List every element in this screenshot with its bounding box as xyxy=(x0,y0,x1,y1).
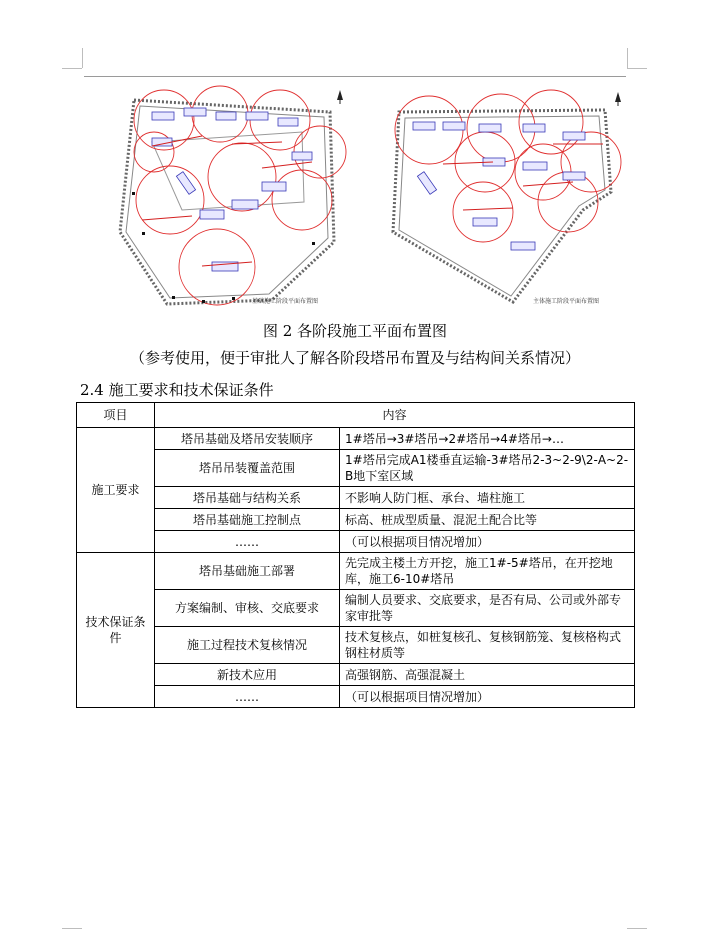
row-content: （可以根据项目情况增加） xyxy=(340,686,635,708)
row-item: …… xyxy=(155,531,340,553)
north-arrow-icon xyxy=(615,92,621,106)
row-content: 不影响人防门框、承台、墙柱施工 xyxy=(340,487,635,509)
figure-note: （参考使用，便于审批人了解各阶段塔吊布置及与结构间关系情况） xyxy=(129,349,580,367)
foundation-stage-site-plan xyxy=(112,82,362,312)
table-row xyxy=(77,627,635,664)
table-row xyxy=(77,487,635,509)
row-item: …… xyxy=(155,686,340,708)
table-row xyxy=(77,553,635,590)
row-content: 编制人员要求、交底要求，是否有局、公司或外部专家审批等 xyxy=(340,590,635,627)
header-item: 项目 xyxy=(77,403,155,428)
section-heading: 2.4 施工要求和技术保证条件 xyxy=(80,381,274,399)
table-row xyxy=(77,509,635,531)
header-rule xyxy=(84,76,626,77)
crop-mark xyxy=(627,48,628,68)
row-item: 方案编制、审核、交底要求 xyxy=(155,590,340,627)
row-content: 标高、桩成型质量、混泥土配合比等 xyxy=(340,509,635,531)
category-technical-assurance: 技术保证条件 xyxy=(77,553,155,708)
category-construction-requirements: 施工要求 xyxy=(77,428,155,553)
north-arrow-icon xyxy=(337,90,343,104)
crop-mark xyxy=(62,928,82,929)
row-content: （可以根据项目情况增加） xyxy=(340,531,635,553)
row-item: 塔吊基础与结构关系 xyxy=(155,487,340,509)
row-content: 1#塔吊完成A1楼垂直运输-3#塔吊2-3~2-9\2-A~2-B地下室区域 xyxy=(340,450,635,487)
row-item: 新技术应用 xyxy=(155,664,340,686)
table-row xyxy=(77,531,635,553)
table-row xyxy=(77,450,635,487)
structure-plan-title: 主体施工阶段平面布置图 xyxy=(533,298,600,305)
crop-mark xyxy=(627,928,647,929)
table-row xyxy=(77,590,635,627)
figure-caption: 图 2 各阶段施工平面布置图 xyxy=(262,322,448,340)
crop-mark xyxy=(627,68,647,69)
row-item: 塔吊基础及塔吊安装顺序 xyxy=(155,428,340,450)
header-content: 内容 xyxy=(155,403,635,428)
foundation-plan-title: 基础施工阶段平面布置图 xyxy=(252,298,319,305)
row-item: 塔吊基础施工控制点 xyxy=(155,509,340,531)
row-content: 高强钢筋、高强混凝土 xyxy=(340,664,635,686)
crop-mark xyxy=(82,48,83,68)
crop-mark xyxy=(62,68,82,69)
row-content: 技术复核点，如桩复核孔、复核钢筋笼、复核格构式钢柱材质等 xyxy=(340,627,635,664)
structure-stage-site-plan xyxy=(383,82,633,312)
row-item: 施工过程技术复核情况 xyxy=(155,627,340,664)
row-content: 1#塔吊→3#塔吊→2#塔吊→4#塔吊→… xyxy=(340,428,635,450)
table-header-row xyxy=(77,403,635,428)
requirements-table xyxy=(76,402,635,708)
row-content: 先完成主楼土方开挖，施工1#-5#塔吊，在开挖地库，施工6-10#塔吊 xyxy=(340,553,635,590)
row-item: 塔吊吊装覆盖范围 xyxy=(155,450,340,487)
table-row xyxy=(77,686,635,708)
row-item: 塔吊基础施工部署 xyxy=(155,553,340,590)
table-row xyxy=(77,664,635,686)
table-row xyxy=(77,428,635,450)
